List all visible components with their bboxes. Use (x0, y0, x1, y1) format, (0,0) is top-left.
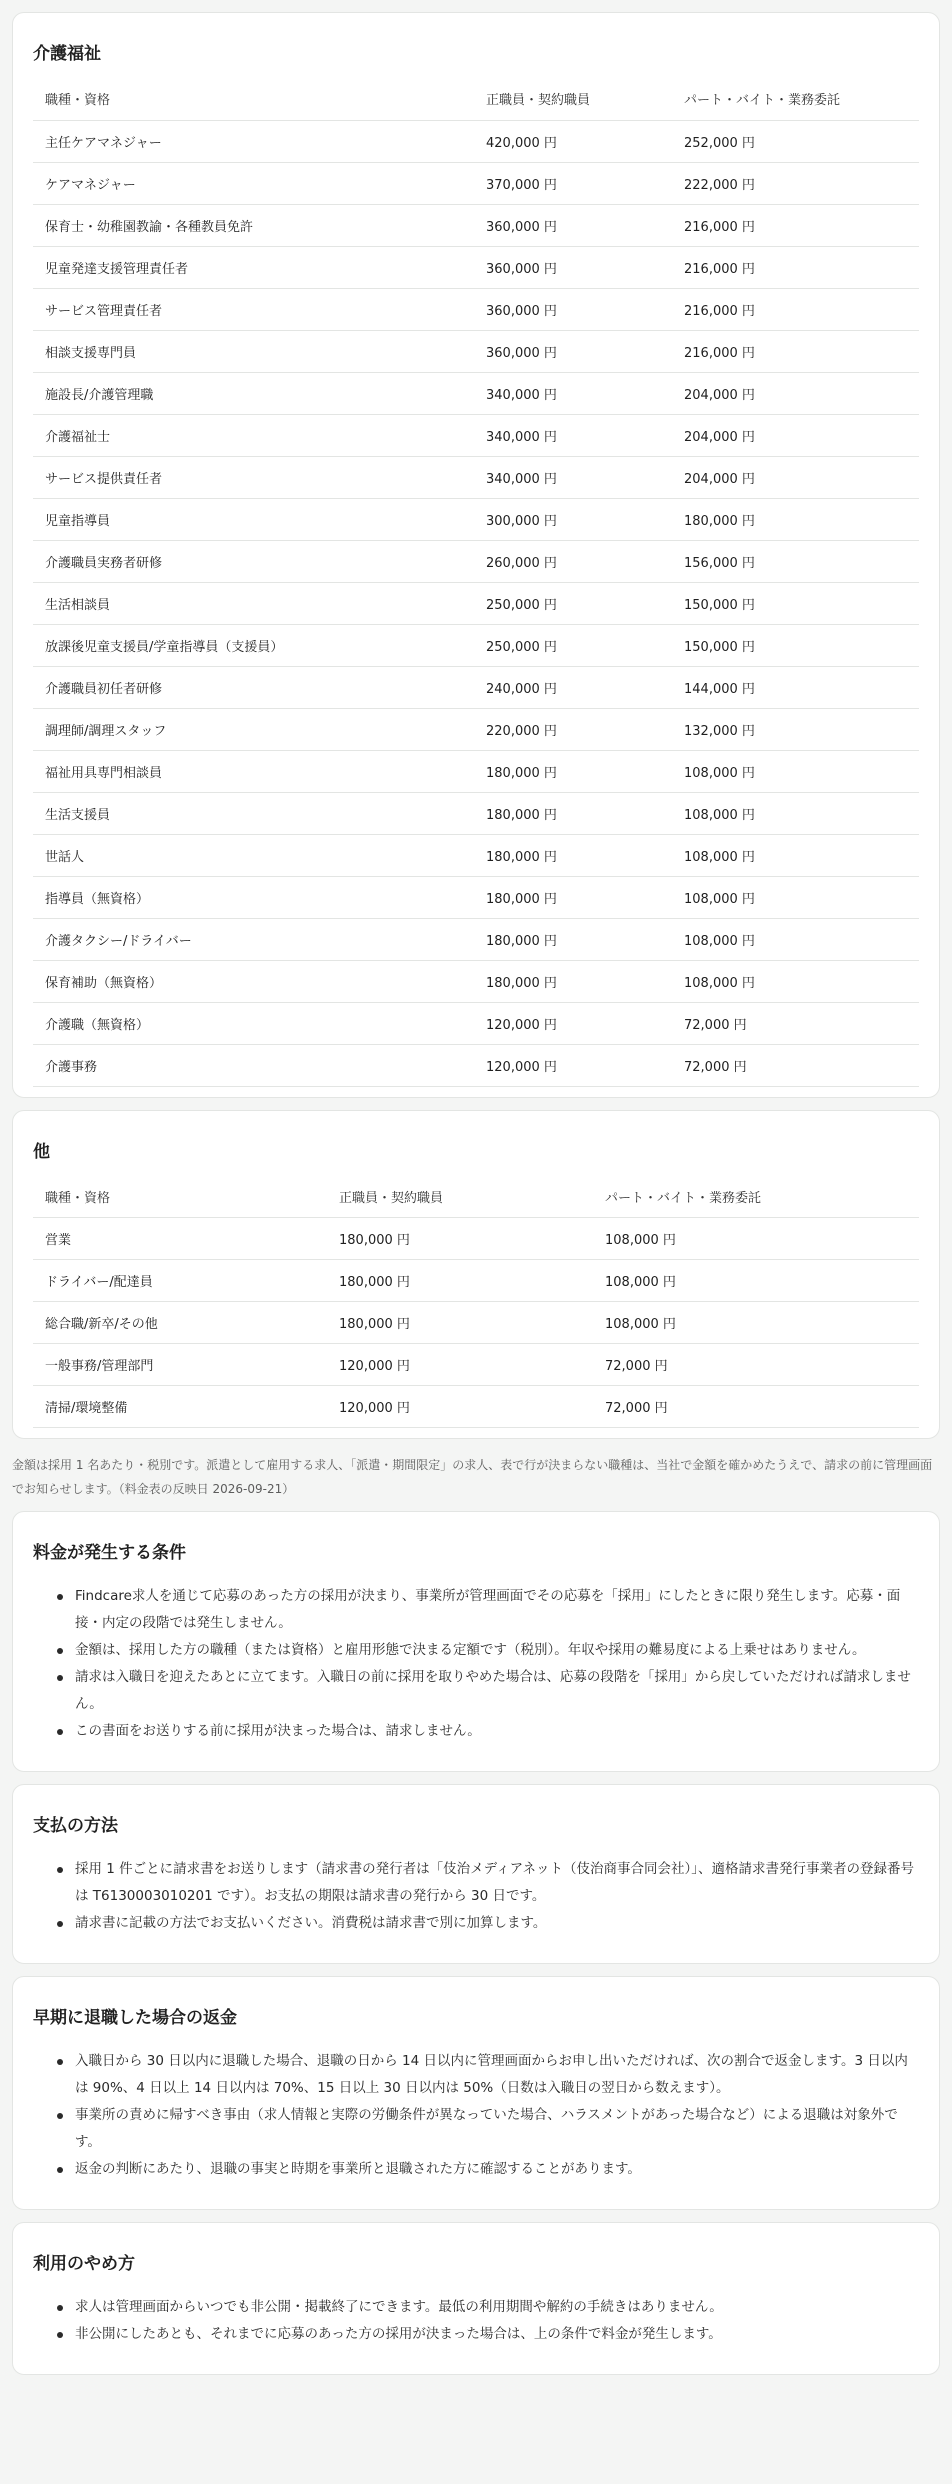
table-row (33, 372, 919, 414)
fulltime-fee-cell: 120,000 円 (474, 1044, 672, 1086)
fulltime-fee-cell: 180,000 円 (327, 1218, 593, 1260)
job-cell: 介護福祉士 (33, 414, 474, 456)
table-row (33, 288, 919, 330)
job-cell: 保育士・幼稚園教諭・各種教員免許 (33, 204, 474, 246)
parttime-fee-cell: 72,000 円 (593, 1344, 919, 1386)
parttime-fee-cell: 216,000 円 (672, 330, 919, 372)
fulltime-fee-cell: 180,000 円 (474, 750, 672, 792)
job-cell: 介護タクシー/ドライバー (33, 918, 474, 960)
job-cell: ケアマネジャー (33, 162, 474, 204)
parttime-fee-cell: 72,000 円 (672, 1002, 919, 1044)
table-row (33, 330, 919, 372)
table-row (33, 834, 919, 876)
fulltime-fee-cell: 340,000 円 (474, 414, 672, 456)
column-header-fulltime: 正職員・契約職員 (327, 1176, 593, 1218)
section-title: 他 (33, 1141, 50, 1162)
fee-table (33, 78, 919, 1087)
bullet-list (33, 2048, 919, 2183)
list-item: 入職日から 30 日以内に退職した場合、退職の日から 14 日以内に管理画面からお申し出いただければ、次の割合で返金します。3 日以内は 90%、4 日以上 14 日以内は 70%、15 日以上 30 日以内は 50%（日数は入職日の翌日から数えます）。 (75, 2048, 919, 2102)
job-cell: 主任ケアマネジャー (33, 120, 474, 162)
bullet-list (33, 1856, 919, 1937)
table-row (33, 120, 919, 162)
fulltime-fee-cell: 180,000 円 (327, 1302, 593, 1344)
fulltime-fee-cell: 360,000 円 (474, 288, 672, 330)
table-header-row (33, 1176, 919, 1218)
column-header-parttime: パート・バイト・業務委託 (593, 1176, 919, 1218)
parttime-fee-cell: 108,000 円 (672, 792, 919, 834)
parttime-fee-cell: 72,000 円 (593, 1386, 919, 1428)
section-title: 支払の方法 (33, 1816, 118, 1836)
table-header-row (33, 78, 919, 120)
fulltime-fee-cell: 180,000 円 (474, 918, 672, 960)
job-cell: 調理師/調理スタッフ (33, 708, 474, 750)
table-row (33, 1260, 919, 1302)
parttime-fee-cell: 216,000 円 (672, 246, 919, 288)
job-cell: 清掃/環境整備 (33, 1386, 327, 1428)
section-title: 利用のやめ方 (33, 2254, 135, 2274)
list-item: 非公開にしたあとも、それまでに応募のあった方の採用が決まった場合は、上の条件で料金が発生します。 (75, 2321, 919, 2348)
fee-conditions-section (12, 1511, 940, 1772)
table-row (33, 792, 919, 834)
parttime-fee-cell: 108,000 円 (672, 960, 919, 1002)
parttime-fee-cell: 108,000 円 (593, 1260, 919, 1302)
parttime-fee-cell: 252,000 円 (672, 120, 919, 162)
fee-table-other (12, 1110, 940, 1440)
list-item: Findcare求人を通じて応募のあった方の採用が決まり、事業所が管理画面でその応募を「採用」にしたときに限り発生します。応募・面接・内定の段階では発生しません。 (75, 1583, 919, 1637)
fulltime-fee-cell: 220,000 円 (474, 708, 672, 750)
section-title: 早期に退職した場合の返金 (33, 2008, 237, 2028)
fulltime-fee-cell: 340,000 円 (474, 372, 672, 414)
list-item: 事業所の責めに帰すべき事由（求人情報と実際の労働条件が異なっていた場合、ハラスメントがあった場合など）による退職は対象外です。 (75, 2102, 919, 2156)
parttime-fee-cell: 204,000 円 (672, 372, 919, 414)
bullet-list (33, 2294, 919, 2348)
job-cell: 介護職員初任者研修 (33, 666, 474, 708)
parttime-fee-cell: 108,000 円 (672, 876, 919, 918)
parttime-fee-cell: 150,000 円 (672, 624, 919, 666)
parttime-fee-cell: 222,000 円 (672, 162, 919, 204)
parttime-fee-cell: 156,000 円 (672, 540, 919, 582)
fulltime-fee-cell: 180,000 円 (474, 876, 672, 918)
fee-table-kaigo (12, 12, 940, 1098)
fulltime-fee-cell: 300,000 円 (474, 498, 672, 540)
job-cell: 相談支援専門員 (33, 330, 474, 372)
table-row (33, 1344, 919, 1386)
list-item: 請求書に記載の方法でお支払いください。消費税は請求書で別に加算します。 (75, 1910, 919, 1937)
list-item: 請求は入職日を迎えたあとに立てます。入職日の前に採用を取りやめた場合は、応募の段階を「採用」から戻していただければ請求しません。 (75, 1664, 919, 1718)
table-row (33, 162, 919, 204)
table-row (33, 708, 919, 750)
parttime-fee-cell: 216,000 円 (672, 288, 919, 330)
table-row (33, 456, 919, 498)
job-cell: 児童指導員 (33, 498, 474, 540)
job-cell: 指導員（無資格） (33, 876, 474, 918)
fulltime-fee-cell: 120,000 円 (327, 1344, 593, 1386)
parttime-fee-cell: 144,000 円 (672, 666, 919, 708)
fulltime-fee-cell: 250,000 円 (474, 582, 672, 624)
table-row (33, 876, 919, 918)
table-row (33, 960, 919, 1002)
fulltime-fee-cell: 370,000 円 (474, 162, 672, 204)
table-row (33, 624, 919, 666)
job-cell: 児童発達支援管理責任者 (33, 246, 474, 288)
parttime-fee-cell: 108,000 円 (672, 834, 919, 876)
list-item: 金額は、採用した方の職種（または資格）と雇用形態で決まる定額です（税別）。年収や採用の難易度による上乗せはありません。 (75, 1637, 919, 1664)
table-row (33, 1386, 919, 1428)
parttime-fee-cell: 108,000 円 (593, 1218, 919, 1260)
table-row (33, 1002, 919, 1044)
fulltime-fee-cell: 180,000 円 (327, 1260, 593, 1302)
parttime-fee-cell: 108,000 円 (672, 918, 919, 960)
list-item: 採用 1 件ごとに請求書をお送りします（請求書の発行者は「伎治メディアネット（伎治商事合同会社）」、適格請求書発行事業者の登録番号は T6130003010201 です）。お支払の期限は請求書の発行から 30 日です。 (75, 1856, 919, 1910)
table-row (33, 1218, 919, 1260)
list-item: 返金の判断にあたり、退職の事実と時期を事業所と退職された方に確認することがあります。 (75, 2156, 919, 2183)
job-cell: 介護職員実務者研修 (33, 540, 474, 582)
job-cell: 世話人 (33, 834, 474, 876)
payment-section (12, 1784, 940, 1964)
section-title: 料金が発生する条件 (33, 1543, 186, 1563)
table-row (33, 498, 919, 540)
job-cell: 施設長/介護管理職 (33, 372, 474, 414)
section-title: 介護福祉 (33, 44, 101, 64)
table-row (33, 414, 919, 456)
fee-table (33, 1176, 919, 1429)
column-header-fulltime: 正職員・契約職員 (474, 78, 672, 120)
fulltime-fee-cell: 260,000 円 (474, 540, 672, 582)
parttime-fee-cell: 216,000 円 (672, 204, 919, 246)
job-cell: 介護職（無資格） (33, 1002, 474, 1044)
job-cell: 生活相談員 (33, 582, 474, 624)
job-cell: 介護事務 (33, 1044, 474, 1086)
job-cell: サービス管理責任者 (33, 288, 474, 330)
job-cell: ドライバー/配達員 (33, 1260, 327, 1302)
fulltime-fee-cell: 420,000 円 (474, 120, 672, 162)
column-header-parttime: パート・バイト・業務委託 (672, 78, 919, 120)
fulltime-fee-cell: 250,000 円 (474, 624, 672, 666)
fulltime-fee-cell: 120,000 円 (327, 1386, 593, 1428)
cancellation-section (12, 2222, 940, 2375)
parttime-fee-cell: 108,000 円 (593, 1302, 919, 1344)
table-row (33, 204, 919, 246)
parttime-fee-cell: 132,000 円 (672, 708, 919, 750)
table-row (33, 1044, 919, 1086)
table-row (33, 750, 919, 792)
parttime-fee-cell: 72,000 円 (672, 1044, 919, 1086)
parttime-fee-cell: 150,000 円 (672, 582, 919, 624)
job-cell: サービス提供責任者 (33, 456, 474, 498)
column-header-job: 職種・資格 (33, 78, 474, 120)
fulltime-fee-cell: 340,000 円 (474, 456, 672, 498)
table-row (33, 918, 919, 960)
column-header-job: 職種・資格 (33, 1176, 327, 1218)
parttime-fee-cell: 204,000 円 (672, 414, 919, 456)
bullet-list (33, 1583, 919, 1745)
job-cell: 営業 (33, 1218, 327, 1260)
table-row (33, 1302, 919, 1344)
job-cell: 生活支援員 (33, 792, 474, 834)
table-row (33, 666, 919, 708)
parttime-fee-cell: 204,000 円 (672, 456, 919, 498)
job-cell: 総合職/新卒/その他 (33, 1302, 327, 1344)
table-row (33, 582, 919, 624)
parttime-fee-cell: 180,000 円 (672, 498, 919, 540)
table-row (33, 246, 919, 288)
job-cell: 福祉用具専門相談員 (33, 750, 474, 792)
list-item: この書面をお送りする前に採用が決まった場合は、請求しません。 (75, 1718, 919, 1745)
fulltime-fee-cell: 180,000 円 (474, 960, 672, 1002)
job-cell: 保育補助（無資格） (33, 960, 474, 1002)
fulltime-fee-cell: 240,000 円 (474, 666, 672, 708)
fulltime-fee-cell: 180,000 円 (474, 834, 672, 876)
fulltime-fee-cell: 360,000 円 (474, 246, 672, 288)
fulltime-fee-cell: 360,000 円 (474, 330, 672, 372)
job-cell: 放課後児童支援員/学童指導員（支援員） (33, 624, 474, 666)
job-cell: 一般事務/管理部門 (33, 1344, 327, 1386)
fulltime-fee-cell: 180,000 円 (474, 792, 672, 834)
table-row (33, 540, 919, 582)
refund-section (12, 1976, 940, 2210)
parttime-fee-cell: 108,000 円 (672, 750, 919, 792)
fulltime-fee-cell: 360,000 円 (474, 204, 672, 246)
fee-note: 金額は採用 1 名あたり・税別です。派遣として雇用する求人、「派遣・期間限定」の求人、表で行が決まらない職種は、当社で金額を確かめたうえで、請求の前に管理画面でお知らせします。（料金表の反映日 2026-09-21） (12, 1458, 933, 1496)
list-item: 求人は管理画面からいつでも非公開・掲載終了にできます。最低の利用期間や解約の手続きはありません。 (75, 2294, 919, 2321)
fulltime-fee-cell: 120,000 円 (474, 1002, 672, 1044)
